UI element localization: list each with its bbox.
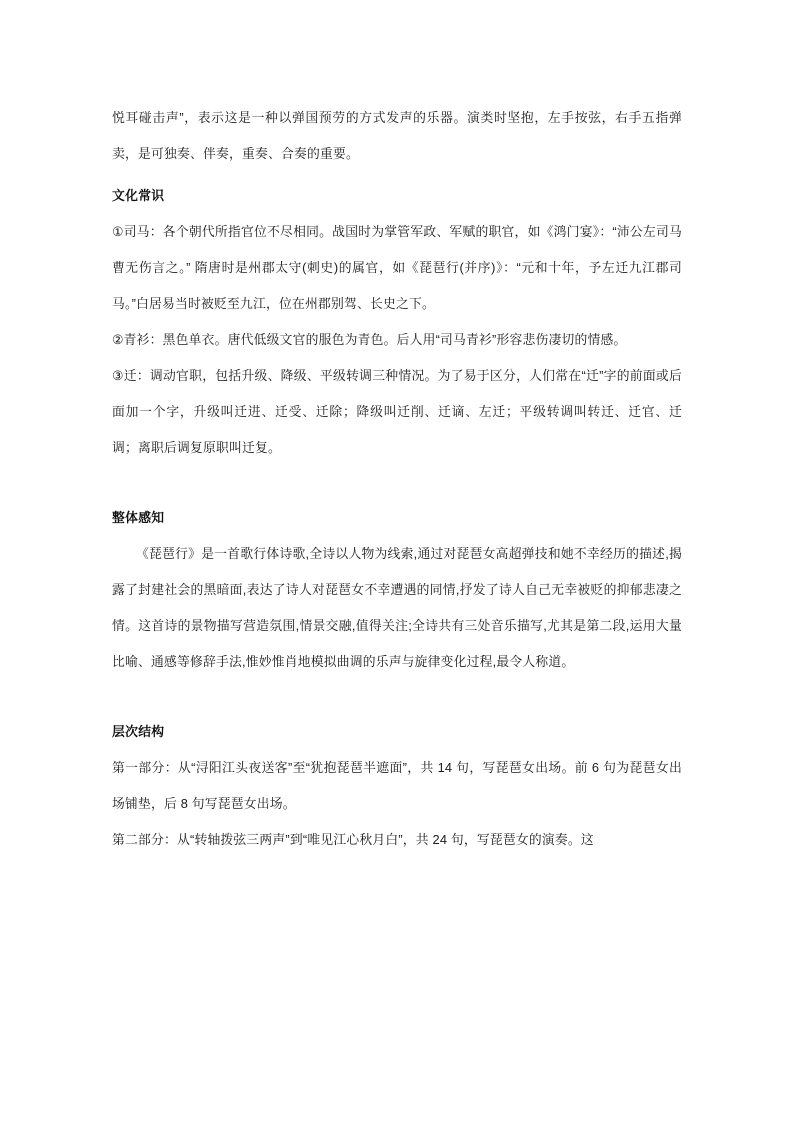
spacer [112, 466, 682, 500]
document-body [112, 100, 682, 858]
heading-overall-perception: 整体感知 [112, 510, 165, 525]
paragraph-part-one: 第一部分：从“浔阳江头夜送客”至“犹抱琵琶半遮面”，共 14 句，写琵琶女出场。前 6 句为琵琶女出场铺垫，后 8 句写琵琶女出场。 [112, 760, 682, 811]
paragraph-overall-perception-body: 《琵琶行》是一首歌行体诗歌,全诗以人物为线索,通过对琵琶女高超弹技和她不幸经历的描述,揭露了封建社会的黑暗面,表达了诗人对琵琶女不幸遭遇的同情,抒发了诗人自己无幸被贬的抑郁悲凄之情。这首诗的景物描写营造氛围,情景交融,值得关注;全诗共有三处音乐描写,尤其是第二段,运用大量比喻、通感等修辞手法,惟妙惟肖地模拟曲调的乐声与旋律变化过程,最令人称道。 [112, 546, 682, 669]
paragraph-part-two: 第二部分：从“转轴拨弦三两声”到“唯见江心秋月白”，共 24 句，写琵琶女的演奏。这 [112, 832, 594, 847]
heading-culture-knowledge: 文化常识 [112, 188, 165, 203]
heading-structure-levels: 层次结构 [112, 724, 165, 739]
paragraph-qingshan: ②青衫：黑色单衣。唐代低级文官的服色为青色。后人用“司马青衫”形容悲伤凄切的情感。 [112, 332, 627, 347]
paragraph-instrument-desc: 悦耳碰击声”，表示这是一种以弹国预劳的方式发声的乐器。演类时坚抱，左手按弦，右手五指弹卖，是可独奏、伴奏，重奏、合奏的重要。 [112, 110, 682, 161]
paragraph-qian: ③迁：调动官职，包括升级、降级、平级转调三种情况。为了易于区分，人们常在“迁”字的前面或后面加一个字，升级叫迁进、迁受、迁除；降级叫迁削、迁谪、左迁；平级转调叫转迁、迁官、迁调；离职后调复原职叫迁复。 [112, 368, 682, 455]
spacer [112, 680, 682, 714]
paragraph-sima: ①司马：各个朝代所指官位不尽相同。战国时为掌管军政、军赋的职官，如《鸿门宴》：“沛公左司马曹无伤言之。” 隋唐时是州郡太守(刺史)的属官，如《琵琶行(并序)》：“元和十年，予左迁九江郡司马。”白居易当时被贬至九江，位在州郡别驾、长史之下。 [112, 224, 682, 311]
